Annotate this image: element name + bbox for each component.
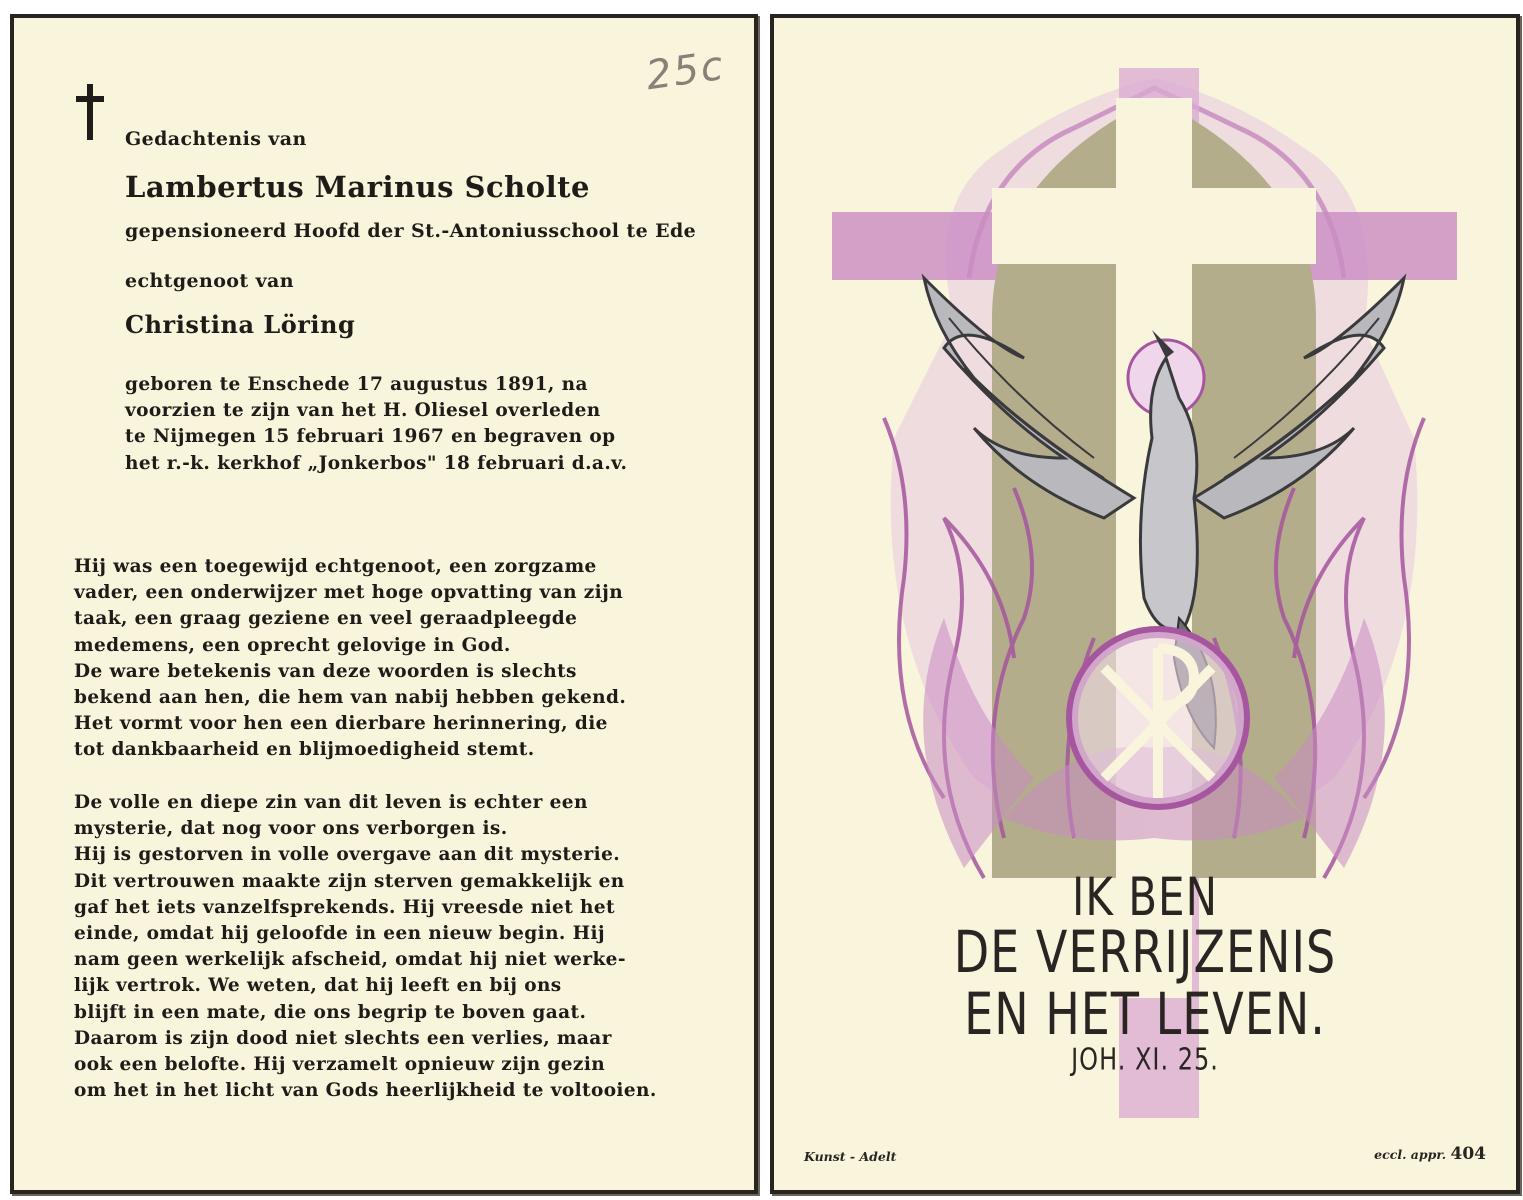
text-line: De volle en diepe zin van dit leven is echter een bbox=[74, 792, 588, 813]
motto-line-1: IK BEN bbox=[1071, 866, 1219, 928]
text-line: taak, een graag geziene en veel geraadpleegde bbox=[74, 608, 578, 630]
cross-icon bbox=[76, 84, 104, 146]
text-line: Hij is gestorven in volle overgave aan dit mysterie. bbox=[74, 844, 621, 866]
memorial-card-image-side bbox=[770, 14, 1520, 1194]
text-line: Hij was een toegewijd echtgenoot, een zorgzame bbox=[74, 556, 597, 577]
text-line: bekend aan hen, die hem van nabij hebben gekend. bbox=[74, 686, 627, 708]
text-line: mysterie, dat nog voor ons verborgen is. bbox=[74, 818, 508, 840]
text-line: blijft in een mate, die ons begrip te boven gaat. bbox=[74, 1001, 587, 1023]
memorial-card-text-side bbox=[10, 14, 758, 1194]
tribute-paragraph-1 bbox=[74, 556, 626, 766]
text-line: medemens, een oprecht gelovige in God. bbox=[74, 634, 511, 656]
occupation: gepensioneerd Hoofd der St.-Antoniusschool te Ede bbox=[125, 220, 697, 242]
text-line: gaf het iets vanzelfsprekends. Hij vreesde niet het bbox=[74, 896, 615, 918]
scripture-reference: JOH. XI. 25. bbox=[1071, 1042, 1219, 1077]
text-line: lijk vertrok. We weten, dat hij leeft en bij ons bbox=[74, 975, 562, 997]
details-line: het r.-k. kerkhof „Jonkerbos" 18 februari d.a.v. bbox=[125, 452, 628, 474]
text-line: einde, omdat hij geloofde in een nieuw begin. Hij bbox=[74, 922, 606, 944]
text-line: nam geen werkelijk afscheid, omdat hij niet werke- bbox=[74, 949, 626, 971]
details-line: te Nijmegen 15 februari 1967 en begraven op bbox=[125, 426, 616, 448]
text-line: De ware betekenis van deze woorden is slechts bbox=[74, 660, 577, 682]
approval-number: 404 bbox=[1450, 1144, 1486, 1164]
motto-line-2: DE VERRIJZENIS bbox=[953, 918, 1337, 986]
spouse-name: Christina Löring bbox=[125, 310, 356, 339]
handwritten-note: 25c bbox=[643, 42, 728, 100]
text-line: Het vormt voor hen een dierbare herinnering, die bbox=[74, 713, 608, 735]
in-memory-of-label: Gedachtenis van bbox=[125, 128, 307, 150]
motto-line-3: EN HET LEVEN. bbox=[964, 980, 1326, 1048]
spouse-label: echtgenoot van bbox=[125, 270, 294, 292]
text-line: Dit vertrouwen maakte zijn sterven gemakkelijk en bbox=[74, 870, 625, 892]
text-line: ook een belofte. Hij verzamelt opnieuw zijn gezin bbox=[74, 1053, 606, 1075]
life-details bbox=[125, 374, 627, 479]
details-line: geboren te Enschede 17 augustus 1891, na bbox=[125, 374, 588, 395]
tribute-paragraph-2 bbox=[74, 792, 657, 1106]
text-line: vader, een onderwijzer met hoge opvatting van zijn bbox=[74, 582, 624, 604]
approval-note bbox=[1374, 1144, 1486, 1164]
text-line: om het in het licht van Gods heerlijkheid te voltooien. bbox=[74, 1080, 657, 1102]
text-line: Daarom is zijn dood niet slechts een verlies, maar bbox=[74, 1027, 612, 1049]
text-line: tot dankbaarheid en blijmoedigheid stemt. bbox=[74, 739, 535, 761]
deceased-name: Lambertus Marinus Scholte bbox=[125, 170, 590, 204]
approval-label: eccl. appr. bbox=[1374, 1147, 1447, 1162]
artist-credit: Kunst - Adelt bbox=[804, 1149, 897, 1164]
details-line: voorzien te zijn van het H. Oliesel overleden bbox=[125, 400, 601, 422]
